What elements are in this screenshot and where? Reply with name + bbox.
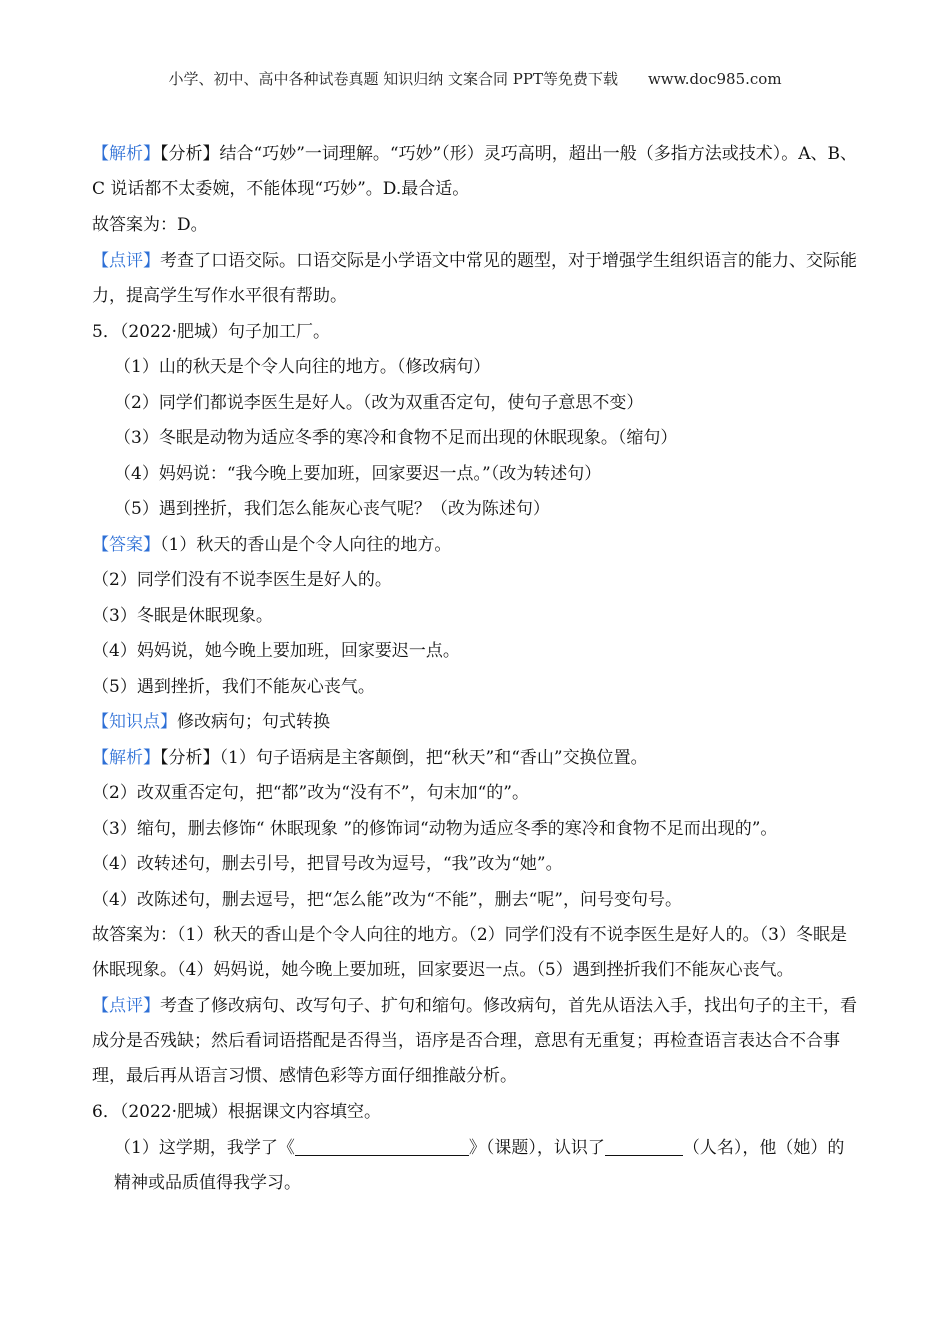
q5-knowledge [92,710,860,734]
q4-analysis [92,137,860,207]
q5-item: （4）妈妈说：“我今晚上要加班，回家要迟一点。”（改为转述句） [114,463,602,484]
knowledge-tag: 【知识点】 [92,712,177,732]
q5-answer: （3）冬眠是休眠现象。 [92,605,273,626]
comment-tag: 【点评】 [92,996,160,1016]
header-site-link[interactable]: www.doc985.com [647,70,782,88]
q5-answer: （4）妈妈说，她今晚上要加班，回家要迟一点。 [92,641,460,661]
analysis-text: 【分析】结合“巧妙”一词理解。“巧妙”（形）灵巧高明，超出一般（多指方法或技术）。A、B、C 说话都不太委婉，不能体现“巧妙”。D.最合适。 [92,144,858,199]
lesson-title-blank[interactable] [295,1137,469,1156]
knowledge-text: 修改病句；句式转换 [177,712,330,732]
q5-item: （1）山的秋天是个令人向往的地方。（修改病句） [114,357,491,377]
q5-item: （5）遇到挫折，我们怎么能灰心丧气呢？（改为陈述句） [114,499,550,519]
comment-text: 考查了修改病句、改写句子、扩句和缩句。修改病句，首先从语法入手，找出句子的主干，看成分是否残缺；然后看词语搭配是否得当，语序是否合理，意思有无重复；再检查语言表达合不合事理，最后再从语言习惯、感情色彩等方面仔细推敲分析。 [92,996,857,1086]
document-body [92,142,860,1207]
answer-tag: 【答案】 [92,534,160,555]
q6-text-c: （人名），他（她）的精神或品质值得我学习。 [114,1137,845,1193]
page-header [0,68,950,89]
q5-analysis-line: （4）改转述句，删去引号，把冒号改为逗号，“我”改为“她”。 [92,854,563,874]
q5-title: 5．（2022·肥城）句子加工厂。 [92,321,330,342]
analysis-text: 【分析】（1）句子语病是主客颠倒，把“秋天”和“香山”交换位置。 [160,747,648,768]
q6-text-b: 》（课题），认识了 [468,1137,605,1158]
q5-analysis-line: （4）改陈述句，删去逗号，把“怎么能”改为“不能”，删去“呢”，问号变句号。 [92,889,682,910]
q5-answer-first [92,533,860,557]
analysis-tag: 【解析】 [92,747,160,768]
q6-title: 6．（2022·肥城）根据课文内容填空。 [92,1102,381,1122]
person-name-blank[interactable] [605,1137,683,1156]
q5-answer: （5）遇到挫折，我们不能灰心丧气。 [92,676,375,697]
q5-analysis-line: （2）改双重否定句，把“都”改为“没有不”，句末加“的”。 [92,783,529,803]
q5-item: （3）冬眠是动物为适应冬季的寒冷和食物不足而出现的休眠现象。（缩句） [114,428,678,448]
q5-comment [92,989,860,1094]
header-promo-text: 小学、初中、高中各种试卷真题 知识归纳 文案合同 PPT等免费下载 [168,70,618,88]
q5-final-answer: 故答案为：（1）秋天的香山是个令人向往的地方。（2）同学们没有不说李医生是好人的。（3）冬眠是休眠现象。（4）妈妈说，她今晚上要加班，回家要迟一点。（5）遇到挫折我们不能灰心丧气。 [92,925,847,980]
q5-item: （2）同学们都说李医生是好人。（改为双重否定句，使句子意思不变） [114,392,644,413]
q4-comment [92,244,860,314]
q6-item [92,1131,860,1201]
q5-answer: （2）同学们没有不说李医生是好人的。 [92,570,392,590]
q5-analysis-first [92,746,860,770]
q6-text-a: （1）这学期，我学了《 [114,1137,295,1158]
q4-answer: 故答案为：D。 [92,215,208,235]
comment-tag: 【点评】 [92,250,160,271]
q5-analysis-line: （3）缩句，删去修饰“ 休眠现象 ”的修饰词“动物为适应冬季的寒冷和食物不足而出现的”。 [92,818,778,839]
analysis-tag: 【解析】 [92,144,160,164]
comment-text: 考查了口语交际。口语交际是小学语文中常见的题型，对于增强学生组织语言的能力、交际能力，提高学生写作水平很有帮助。 [92,250,857,306]
answer-text: （1）秋天的香山是个令人向往的地方。 [160,534,452,555]
